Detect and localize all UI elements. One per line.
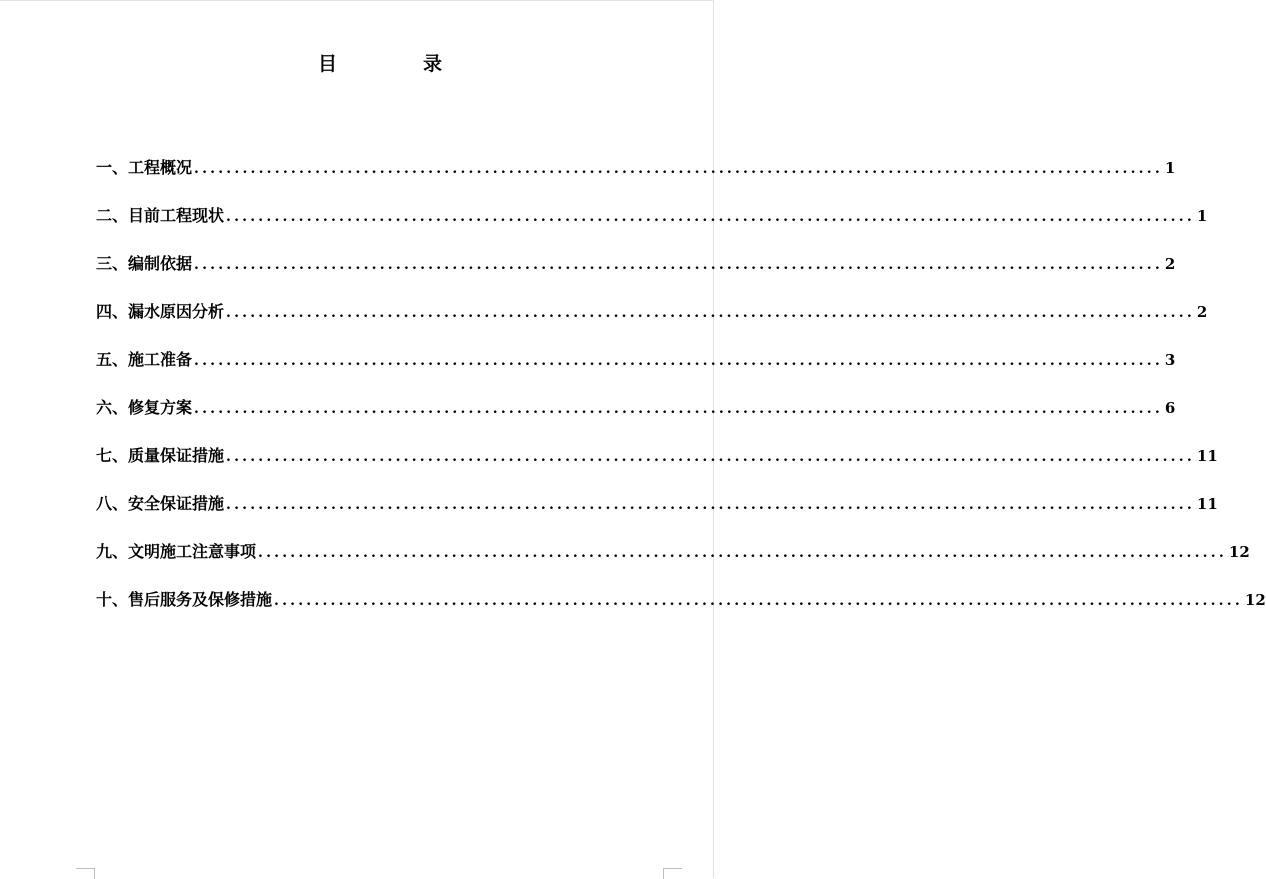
toc-entry-text: 三、编制依据: [96, 254, 193, 273]
toc-entry[interactable]: [96, 299, 1208, 347]
toc-leader-dots: ........................................................................................................................: [258, 545, 1227, 561]
toc-entry-text: 九、文明施工注意事项: [96, 542, 257, 561]
toc-leader-dots: ........................................................................................................................: [194, 257, 1163, 273]
toc-entry-text: 二、目前工程现状: [96, 206, 225, 225]
toc-leader-dots: ........................................................................................................................: [194, 161, 1163, 177]
toc-page-number: 2: [1196, 303, 1208, 321]
toc-page-number: 1: [1164, 159, 1176, 177]
toc-leader-dots: ........................................................................................................................: [194, 401, 1163, 417]
toc-entry-text: 八、安全保证措施: [96, 494, 225, 513]
toc-entry[interactable]: [96, 443, 1218, 491]
toc-entry[interactable]: [96, 491, 1218, 539]
toc-entry[interactable]: [96, 203, 1208, 251]
toc-page-number: 3: [1164, 351, 1176, 369]
toc-title: [0, 49, 713, 75]
toc-entry[interactable]: [96, 155, 1176, 203]
toc-leader-dots: ........................................................................................................................: [274, 593, 1243, 609]
toc-entry-text: 一、工程概况: [96, 158, 193, 177]
toc-entry-text: 四、漏水原因分析: [96, 302, 225, 321]
toc-page-number: 11: [1196, 447, 1218, 465]
toc-page-number: 11: [1196, 495, 1218, 513]
toc-page-number: 12: [1228, 543, 1250, 561]
toc-leader-dots: ........................................................................................................................: [226, 209, 1195, 225]
toc-leader-dots: ........................................................................................................................: [226, 497, 1195, 513]
toc-entry-text: 五、施工准备: [96, 350, 193, 369]
toc-title-char: 录: [423, 53, 443, 75]
page-corner-mark: [664, 868, 682, 879]
page-corner-mark: [76, 868, 94, 879]
toc-title-char: 目: [318, 53, 338, 75]
toc-entry[interactable]: [96, 251, 1176, 299]
toc-page-number: 2: [1164, 255, 1176, 273]
toc-entry[interactable]: [96, 395, 1176, 443]
toc-entry[interactable]: [96, 347, 1176, 395]
toc-leader-dots: ........................................................................................................................: [194, 353, 1163, 369]
toc-page-number: 1: [1196, 207, 1208, 225]
toc-leader-dots: ........................................................................................................................: [226, 449, 1195, 465]
toc-list: [96, 155, 1266, 635]
toc-entry[interactable]: [96, 587, 1266, 635]
toc-page-number: 6: [1164, 399, 1176, 417]
toc-entry-text: 十、售后服务及保修措施: [96, 590, 273, 609]
toc-entry-text: 六、修复方案: [96, 398, 193, 417]
toc-page-number: 12: [1244, 591, 1266, 609]
toc-entry-text: 七、质量保证措施: [96, 446, 225, 465]
toc-entry[interactable]: [96, 539, 1250, 587]
toc-leader-dots: ........................................................................................................................: [226, 305, 1195, 321]
